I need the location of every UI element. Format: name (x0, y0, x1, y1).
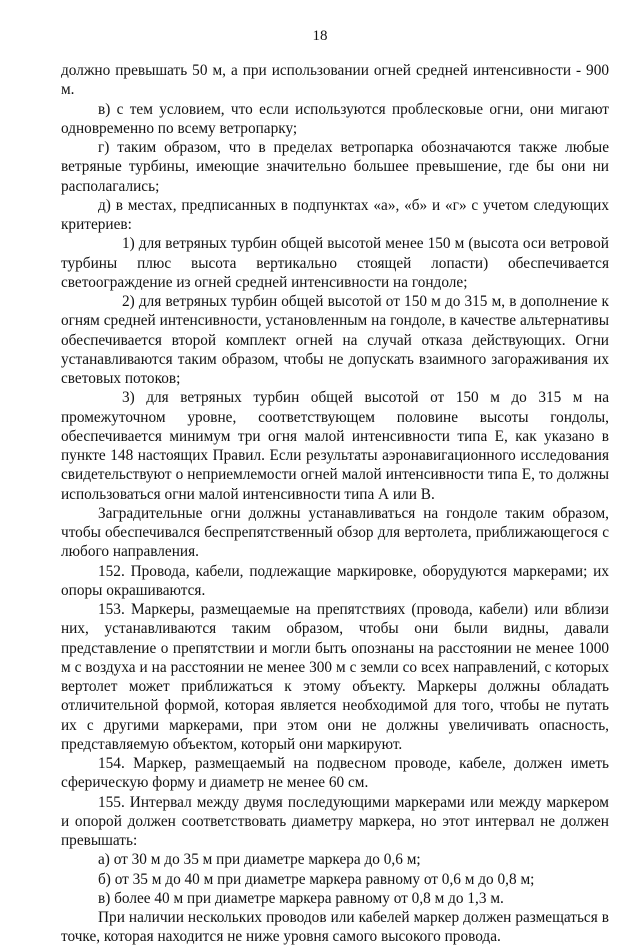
paragraph-152: 152. Провода, кабели, подлежащие маркировке, оборудуются маркерами; их опоры окрашиваются. (61, 562, 609, 599)
paragraph-155-b: б) от 35 м до 40 м при диаметре маркера равному от 0,6 м до 0,8 м; (98, 870, 535, 888)
paragraph-criterion-2: 2) для ветряных турбин общей высотой от 150 м до 315 м, в дополнение к огням средней интенсивности, установленным на гондоле, в качестве альтернативы обеспечивается второй комплект огней на случай отказа действующих. Огни устанавливаются таким образом, чтобы не допускать взаимного загораживания их световых потоков; (61, 293, 609, 387)
paragraph-155-a: а) от 30 м до 35 м при диаметре маркера до 0,6 м; (98, 851, 421, 869)
page-number: 18 (312, 28, 328, 44)
paragraph-155-v: в) более 40 м при диаметре маркера равному от 0,8 м до 1,3 м. (98, 889, 504, 907)
paragraph-obstacle-lights: Заградительные огни должны устанавливаться на гондоле таким образом, чтобы обеспечивался беспрепятственный обзор для вертолета, приближающегося с любого направления. (61, 504, 609, 561)
paragraph-continuation: должно превышать 50 м, а при использовании огней средней интенсивности - 900 м. (61, 62, 609, 99)
body-text (61, 61, 609, 947)
paragraph-155: 155. Интервал между двумя последующими маркерами или между маркером и опорой должен соответствовать диаметру маркера, но этот интервал не должен превышать: (61, 793, 609, 849)
paragraph-criterion-1: 1) для ветряных турбин общей высотой менее 150 м (высота оси ветровой турбины плюс высота вертикально стоящей лопасти) обеспечивается светоограждение из огней средней интенсивности на гондоле; (61, 235, 609, 291)
paragraph-item-d: д) в местах, предписанных в подпунктах «а», «б» и «г» с учетом следующих критериев: (61, 196, 609, 233)
paragraph-criterion-3: 3) для ветряных турбин общей высотой от 150 м до 315 м на промежуточном уровне, соответствующем половине высоты гондолы, обеспечивается минимум три огня малой интенсивности типа Е, как указано в пункте 148 настоящих Правил. Если результаты аэронавигационного исследования свидетельствуют о неприемлемости огней малой интенсивности типа Е, то должны использоваться огни малой интенсивности типа А или В. (61, 389, 609, 503)
paragraph-154: 154. Маркер, размещаемый на подвесном проводе, кабеле, должен иметь сферическую форму и диаметр не менее 60 см. (61, 755, 609, 792)
paragraph-item-g: г) таким образом, что в пределах ветропарка обозначаются также любые ветряные турбины, имеющие значительно большее превышение, где бы они ни располагались; (61, 139, 609, 195)
paragraph-item-v: в) с тем условием, что если используются проблесковые огни, они мигают одновременно по всему ветропарку; (61, 100, 609, 137)
paragraph-153: 153. Маркеры, размещаемые на препятствиях (провода, кабели) или вблизи них, устанавливаются таким образом, чтобы они были видны, давали представление о препятствии и могли быть опознаны на расстоянии не менее 1000 м с воздуха и на расстоянии не менее 300 м с земли со всех направлений, с которых вертолет может приближаться к этому объекту. Маркеры должны обладать отличительной формой, которая является необходимой для того, чтобы не путать их с другими маркерами, при этом они не должны увеличивать опасность, представляемую объектом, который они маркируют. (61, 601, 609, 753)
paragraph-multiple-wires: При наличии нескольких проводов или кабелей маркер должен размещаться в точке, которая находится не ниже уровня самого высокого провода. (61, 909, 609, 946)
